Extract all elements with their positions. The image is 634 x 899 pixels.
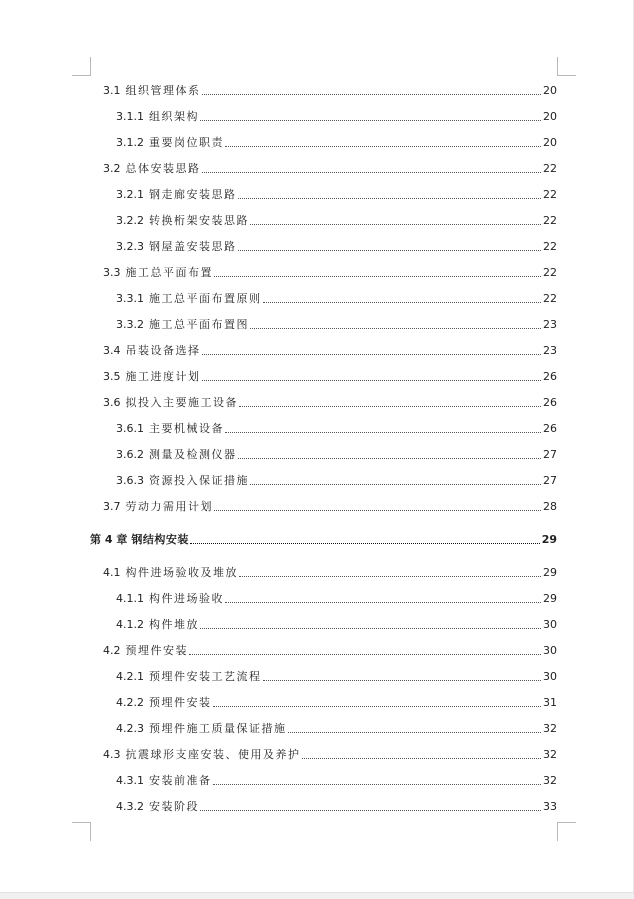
toc-title: 组织管理体系	[125, 84, 201, 97]
toc-number: 3.2.3	[116, 240, 144, 253]
toc-page-number: 33	[543, 800, 557, 813]
toc-page-number: 22	[543, 266, 557, 279]
toc-leader	[225, 146, 541, 147]
toc-title: 施工进度计划	[125, 370, 201, 383]
toc-leader	[202, 94, 542, 95]
toc-title: 钢走廊安装思路	[149, 188, 237, 201]
toc-entry[interactable]	[0, 160, 634, 176]
toc-leader	[238, 458, 542, 459]
toc-entry[interactable]	[0, 108, 634, 124]
toc-page-number: 30	[543, 618, 557, 631]
toc-entry[interactable]	[0, 694, 634, 710]
toc-page-number: 27	[543, 474, 557, 487]
toc-entry[interactable]	[0, 82, 634, 98]
toc-page-number: 26	[543, 370, 557, 383]
toc-leader	[200, 628, 541, 629]
toc-number: 4.2.1	[116, 670, 144, 683]
toc-entry[interactable]	[0, 616, 634, 632]
toc-title: 拟投入主要施工设备	[125, 396, 238, 409]
toc-entry[interactable]	[0, 642, 634, 658]
toc-page-number: 23	[543, 318, 557, 331]
toc-leader	[288, 732, 542, 733]
toc-number: 3.2	[103, 162, 121, 175]
toc-title: 组织架构	[149, 110, 199, 123]
toc-title: 预埋件安装	[125, 644, 188, 657]
toc-title: 施工总平面布置	[125, 266, 213, 279]
toc-leader	[202, 380, 542, 381]
toc-number: 4.1.1	[116, 592, 144, 605]
toc-leader	[214, 276, 541, 277]
toc-entry[interactable]	[0, 134, 634, 150]
toc-leader	[238, 198, 542, 199]
toc-title: 测量及检测仪器	[149, 448, 237, 461]
toc-entry[interactable]	[0, 746, 634, 762]
toc-leader	[200, 810, 541, 811]
toc-number: 3.3	[103, 266, 121, 279]
toc-number: 4.2.2	[116, 696, 144, 709]
toc-number: 3.1.1	[116, 110, 144, 123]
toc-page-number: 31	[543, 696, 557, 709]
toc-entry[interactable]	[0, 668, 634, 684]
toc-page-number: 20	[543, 110, 557, 123]
toc-page-number: 22	[543, 240, 557, 253]
toc-leader	[250, 484, 541, 485]
toc-page-number: 22	[543, 214, 557, 227]
toc-leader	[239, 576, 541, 577]
toc-entry[interactable]	[0, 420, 634, 436]
toc-chapter-entry[interactable]	[0, 531, 634, 547]
toc-entry[interactable]	[0, 446, 634, 462]
toc-number: 3.4	[103, 344, 121, 357]
toc-entry[interactable]	[0, 186, 634, 202]
toc-title: 钢屋盖安装思路	[149, 240, 237, 253]
toc-page-number: 22	[543, 188, 557, 201]
toc-number: 4.1	[103, 566, 121, 579]
toc-page-number: 20	[543, 136, 557, 149]
toc-title: 构件进场验收及堆放	[125, 566, 238, 579]
toc-entry[interactable]	[0, 290, 634, 306]
toc-title: 安装前准备	[149, 774, 212, 787]
toc-chapter-number: 第 4 章	[90, 533, 128, 546]
toc-leader	[238, 250, 542, 251]
toc-page-number: 30	[543, 644, 557, 657]
toc-page-number: 29	[543, 566, 557, 579]
toc-page-number: 29	[541, 533, 557, 546]
toc-leader	[213, 784, 542, 785]
toc-title: 重要岗位职责	[149, 136, 224, 149]
toc-title: 转换桁架安装思路	[149, 214, 249, 227]
toc-page-number: 29	[543, 592, 557, 605]
toc-entry[interactable]	[0, 772, 634, 788]
toc-leader	[202, 354, 542, 355]
toc-number: 4.3.2	[116, 800, 144, 813]
toc-number: 3.3.1	[116, 292, 144, 305]
toc-title: 构件堆放	[149, 618, 199, 631]
toc-page-number: 32	[543, 748, 557, 761]
toc-entry[interactable]	[0, 342, 634, 358]
toc-page-number: 27	[543, 448, 557, 461]
toc-number: 3.6.1	[116, 422, 144, 435]
toc-page-number: 28	[543, 500, 557, 513]
toc-chapter-title: 钢结构安装	[131, 533, 189, 546]
toc-number: 3.5	[103, 370, 121, 383]
toc-page-number: 32	[543, 774, 557, 787]
toc-title: 施工总平面布置原则	[149, 292, 262, 305]
toc-page-number: 26	[543, 396, 557, 409]
toc-title: 预埋件施工质量保证措施	[149, 722, 287, 735]
toc-number: 3.6.3	[116, 474, 144, 487]
toc-entry[interactable]	[0, 212, 634, 228]
toc-entry[interactable]	[0, 720, 634, 736]
toc-title: 吊装设备选择	[125, 344, 201, 357]
toc-number: 4.3.1	[116, 774, 144, 787]
toc-number: 4.2.3	[116, 722, 144, 735]
toc-number: 3.1	[103, 84, 121, 97]
toc-number: 4.3	[103, 748, 121, 761]
toc-page-number: 20	[543, 84, 557, 97]
toc-page-number: 30	[543, 670, 557, 683]
toc-leader	[263, 302, 542, 303]
toc-leader	[189, 654, 541, 655]
toc-leader	[214, 510, 541, 511]
toc-entry[interactable]	[0, 368, 634, 384]
toc-entry[interactable]	[0, 798, 634, 814]
toc-entry[interactable]	[0, 590, 634, 606]
toc-page-number: 32	[543, 722, 557, 735]
toc-title: 资源投入保证措施	[149, 474, 249, 487]
toc-number: 3.7	[103, 500, 121, 513]
toc-page-number: 23	[543, 344, 557, 357]
toc-title: 抗震球形支座安装、使用及养护	[125, 748, 301, 761]
toc-entry[interactable]	[0, 316, 634, 332]
toc-number: 3.6.2	[116, 448, 144, 461]
toc-title: 构件进场验收	[149, 592, 224, 605]
toc-entry[interactable]	[0, 564, 634, 580]
toc-number: 3.2.1	[116, 188, 144, 201]
toc-title: 预埋件安装	[149, 696, 212, 709]
toc-leader	[239, 406, 541, 407]
toc-title: 劳动力需用计划	[125, 500, 213, 513]
toc-page-number: 22	[543, 162, 557, 175]
toc-entry[interactable]	[0, 238, 634, 254]
toc-title: 施工总平面布置图	[149, 318, 249, 331]
toc-leader	[190, 543, 540, 544]
toc-number: 3.1.2	[116, 136, 144, 149]
toc-leader	[263, 680, 542, 681]
toc-leader	[200, 120, 541, 121]
toc-title: 主要机械设备	[149, 422, 224, 435]
toc-leader	[225, 602, 541, 603]
toc-entry[interactable]	[0, 264, 634, 280]
toc-entry[interactable]	[0, 498, 634, 514]
toc-number: 3.6	[103, 396, 121, 409]
toc-entry[interactable]	[0, 394, 634, 410]
toc-leader	[202, 172, 542, 173]
toc-number: 4.2	[103, 644, 121, 657]
toc-title: 总体安装思路	[125, 162, 201, 175]
toc-leader	[225, 432, 541, 433]
toc-number: 4.1.2	[116, 618, 144, 631]
toc-page-number: 22	[543, 292, 557, 305]
toc-title: 预埋件安装工艺流程	[149, 670, 262, 683]
toc-title: 安装阶段	[149, 800, 199, 813]
toc-leader	[250, 328, 541, 329]
toc-leader	[302, 758, 542, 759]
toc-leader	[250, 224, 541, 225]
toc-leader	[213, 706, 542, 707]
toc-number: 3.2.2	[116, 214, 144, 227]
toc-page-number: 26	[543, 422, 557, 435]
toc-entry[interactable]	[0, 472, 634, 488]
toc-number: 3.3.2	[116, 318, 144, 331]
